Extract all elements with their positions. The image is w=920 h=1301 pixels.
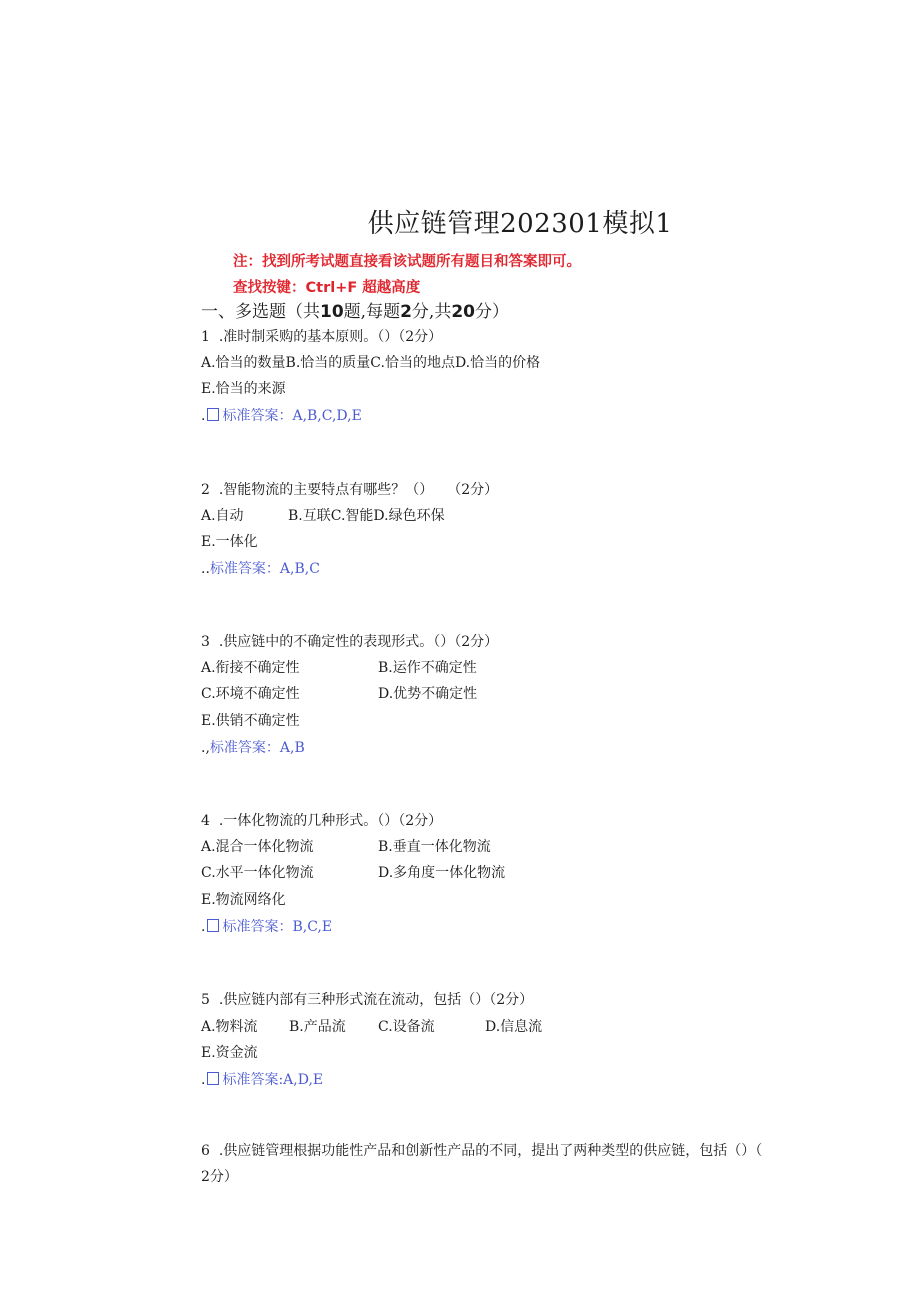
option-line: A.恰当的数量B.恰当的质量C.恰当的地点D.恰当的价格: [201, 355, 541, 371]
answer-prefix: .: [201, 1072, 206, 1088]
option-line: B.互联C.智能D.绿色环保: [288, 508, 445, 524]
section-mid1: 题,每题: [343, 302, 401, 322]
document-title: 供应链管理202301模拟1: [367, 209, 673, 239]
search-note: 注：找到所考试题直接看该试题所有题目和答案即可。: [233, 254, 581, 270]
question-text: .一体化物流的几种形式。（）（2分）: [218, 813, 443, 829]
option-e: E.供销不确定性: [201, 713, 300, 729]
checkbox-icon: [207, 1072, 219, 1085]
question-number: 4: [201, 813, 210, 829]
option-d: D.优势不确定性: [378, 686, 478, 702]
option-b: B.运作不确定性: [378, 660, 477, 676]
section-total: 20: [451, 302, 475, 322]
question-6-stem-continued: 2分）: [201, 1169, 238, 1185]
question-text: .供应链管理根据功能性产品和创新性产品的不同，提出了两种类型的供应链，包括（）（: [218, 1143, 763, 1159]
section-mid2: 分,共: [411, 302, 452, 322]
option-a: A.混合一体化物流: [201, 839, 314, 855]
answer-text: 标准答案:A,D,E: [222, 1072, 324, 1088]
section-heading: [201, 297, 509, 322]
option-a: A.衔接不确定性: [201, 660, 300, 676]
option-e: E.一体化: [201, 534, 258, 550]
question-text: .供应链中的不确定性的表现形式。（）（2分）: [218, 634, 499, 650]
question-1-stem: [201, 326, 442, 346]
section-prefix: 一、多选题（共: [201, 302, 320, 322]
option-c: C.环境不确定性: [201, 686, 300, 702]
option-d: D.多角度一体化物流: [378, 865, 506, 881]
answer-prefix: ..: [201, 561, 210, 577]
option-c: C.水平一体化物流: [201, 865, 314, 881]
answer-line: [201, 405, 362, 425]
answer-text: 标准答案：A,B,C: [209, 561, 320, 577]
answer-text: 标准答案：A,B: [209, 740, 305, 756]
section-suffix: 分）: [475, 302, 509, 322]
question-number: 3: [201, 634, 210, 650]
option-a: A.自动: [201, 508, 244, 524]
answer-prefix: .: [201, 919, 206, 935]
question-3-stem: [201, 631, 498, 651]
question-number: 5: [201, 992, 210, 1008]
question-4-stem: [201, 810, 442, 830]
checkbox-icon: [207, 408, 219, 421]
answer-text: 标准答案：A,B,C,D,E: [222, 408, 362, 424]
question-2-stem: [201, 479, 498, 499]
option-b: B.垂直一体化物流: [378, 839, 491, 855]
option-line: E.恰当的来源: [201, 381, 286, 397]
answer-line: [201, 1069, 323, 1089]
option-a: A.物料流: [201, 1019, 258, 1035]
search-hint: 查找按键：Ctrl+F 超越高度: [233, 280, 421, 296]
question-text: .供应链内部有三种形式流在流动，包括（）（2分）: [218, 992, 534, 1008]
answer-text: 标准答案：B,C,E: [222, 919, 333, 935]
section-count: 10: [320, 302, 344, 322]
answer-line: [201, 737, 305, 757]
option-e: E.物流网络化: [201, 892, 286, 908]
option-c: C.设备流: [378, 1019, 435, 1035]
option-b: B.产品流: [289, 1019, 346, 1035]
question-text: .智能物流的主要特点有哪些？（） （2分）: [218, 482, 499, 498]
checkbox-icon: [207, 919, 219, 932]
answer-line: [201, 916, 332, 936]
answer-line: [201, 558, 320, 578]
answer-prefix: .,: [201, 740, 210, 756]
question-6-stem: [201, 1140, 762, 1160]
question-number: 2: [201, 482, 210, 498]
question-text: .准时制采购的基本原则。（）（2分）: [218, 329, 443, 345]
question-number: 6: [201, 1143, 210, 1159]
section-each: 2: [400, 302, 412, 322]
answer-prefix: .: [201, 408, 206, 424]
option-e: E.资金流: [201, 1045, 258, 1061]
option-d: D.信息流: [485, 1019, 543, 1035]
question-5-stem: [201, 989, 533, 1009]
question-number: 1: [201, 329, 210, 345]
